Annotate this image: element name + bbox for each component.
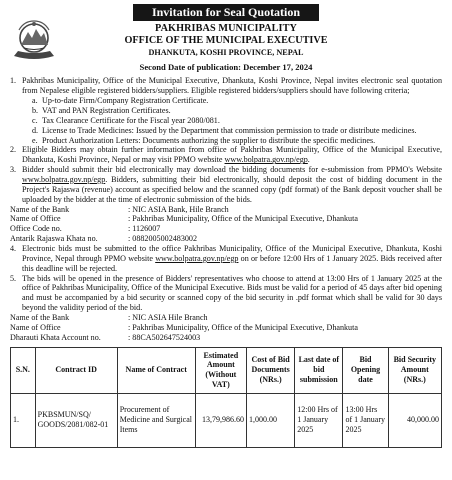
- col-header: S.N.: [11, 347, 36, 393]
- cell-last-date: 12:00 Hrs of 1 January 2025: [295, 393, 343, 447]
- table-header-row: [11, 347, 442, 393]
- bank-details-security: Name of the Bank : NIC ASIA Hile Branch Name of Office : Pakhribas Municipality, Office of the Municipal Executive, Dhankuta Dharauti Khata Account no. : 88CA502647524003: [10, 312, 358, 342]
- clause-number: 4.: [10, 243, 17, 253]
- clause-number: 3.: [10, 165, 17, 175]
- criteria-item: a. Up-to-date Firm/Company Registration Certificate.: [32, 96, 209, 106]
- criteria-item: b. VAT and PAN Registration Certificates.: [32, 105, 171, 115]
- notice-title: Invitation for Seal Quotation: [133, 4, 319, 21]
- ppmo-link[interactable]: www.bolpatra.gov.np/egp: [224, 155, 308, 165]
- bank-details-revenue: Name of the Bank : NIC ASIA Bank, Hile Branch Name of Office : Pakhribas Municipality, Office of the Municipal Executive, Dhankuta Office Code no. : 1126007 Antarik Rajaswa Khata no. : 0882005002483002: [10, 204, 358, 244]
- criteria-item: e. Product Authorization Letters: Documents authorizing the supplier to distribute the specific medicines.: [32, 135, 376, 145]
- criteria-item: d. License to Trade Medicines: Issued by the Department that commission permission to trade or distribute medicines.: [32, 125, 417, 135]
- col-header: Last date of bid submission: [295, 347, 343, 393]
- office-address: DHANKUTA, KOSHI PROVINCE, NEPAL: [148, 47, 304, 57]
- cell-estimated-amount: 13,79,986.60: [195, 393, 246, 447]
- publication-date: Second Date of publication: December 17, 2024: [139, 61, 313, 72]
- col-header: Bid Opening date: [343, 347, 388, 393]
- clause-number: 5.: [10, 273, 17, 283]
- notice-clauses: [10, 76, 442, 342]
- clause-number: 1.: [10, 76, 17, 86]
- bid-table: [10, 347, 442, 448]
- col-header: Name of Contract: [117, 347, 195, 393]
- cell-sn: 1.: [11, 393, 36, 447]
- cell-contract-id: PKBSMUN/SQ/ GOODS/2081/082-01: [35, 393, 117, 447]
- clause-text: Pakhribas Municipality, Office of the Municipal Executive, Dhankuta, Koshi Province, Nepal invites electronic seal quotation from Nepalese eligible registered bidders/suppliers. Eligible registered bidders/suppliers should have following criteria;: [22, 76, 442, 96]
- cell-contract-name: Procurement of Medicine and Surgical Items: [117, 393, 195, 447]
- clause-number: 2.: [10, 145, 17, 155]
- municipality-name: PAKHRIBAS MUNICIPALITY: [155, 23, 297, 34]
- organization-block: [10, 23, 442, 58]
- cell-opening-date: 13:00 Hrs of 1 January 2025: [343, 393, 388, 447]
- nepal-emblem-icon: [10, 18, 58, 62]
- col-header: Estimated Amount (Without VAT): [195, 347, 246, 393]
- cell-doc-cost: 1,000.00: [247, 393, 295, 447]
- cell-security-amount: 40,000.00: [388, 393, 441, 447]
- clause-4: 4. Electronic bids must be submitted to the office Pakhribas Municipality, Office of the Municipal Executive, Dhankuta, Koshi Province, Nepal through PPMO website www.bolpatra.gov.np/egp on or before 12:00 Hrs of 1 January 2025. Bids received after this deadline will be rejected.: [10, 243, 442, 273]
- office-name: OFFICE OF THE MUNICIPAL EXECUTIVE: [124, 35, 328, 47]
- criteria-list: [22, 96, 442, 145]
- col-header: Cost of Bid Documents (NRs.): [247, 347, 295, 393]
- col-header: Contract ID: [35, 347, 117, 393]
- clause-1: [10, 76, 442, 145]
- ppmo-link[interactable]: www.bolpatra.gov.np/egp: [155, 253, 239, 263]
- ppmo-link[interactable]: www.bolpatra.gov.np/egp: [22, 174, 106, 184]
- criteria-item: c. Tax Clearance Certificate for the Fiscal year 2080/081.: [32, 115, 220, 125]
- clause-2: 2. Eligible Bidders may obtain further information from office of Pakhribas Municipality, Office of the Municipal Executive, Dhankuta, Koshi Province, Nepal or may visit PPMO website www.bolpatra.gov.np/egp.: [10, 145, 442, 165]
- clause-5: 5. The bids will be opened in the presence of Bidders' representatives who choose to attend at 13:00 Hrs of 1 January 2025 at the office of Pakhribas Municipality, Office of the Municipal Executive. Bids must be valid for a period of 45 days after bid opening and must be accompanied by a bid security or scanned copy of the bid security in .pdf format which shall be valid for 30 days beyond the validity period of the bid. Name of the Bank : NIC ASIA Hile Branch Name of Office : Pakhribas Municipality, Office of the Municipal Executive, Dhankuta Dharauti Khata Account no. : 88CA502647524003: [10, 273, 442, 342]
- table-row: [11, 393, 442, 447]
- clause-3: 3. Bidder should submit their bid electronically may download the bidding documents for e-submission from PPMO's Website www.bolpatra.gov.np/egp. Bidders, submitting their bid electronically, should deposit the cost of bidding document in the Project's Rajaswa (revenue) account as specified below and the scanned copy (pdf format) of the Bank deposit voucher shall be uploaded by the bidder at the time of electronic submission of the bids. Name of the Bank : NIC ASIA Bank, Hile Branch Name of Office : Pakhribas Municipality, Office of the Municipal Executive, Dhankuta Office Code no. : 1126007 Antarik Rajaswa Khata no. : 0882005002483002: [10, 165, 442, 244]
- col-header: Bid Security Amount (NRs.): [388, 347, 441, 393]
